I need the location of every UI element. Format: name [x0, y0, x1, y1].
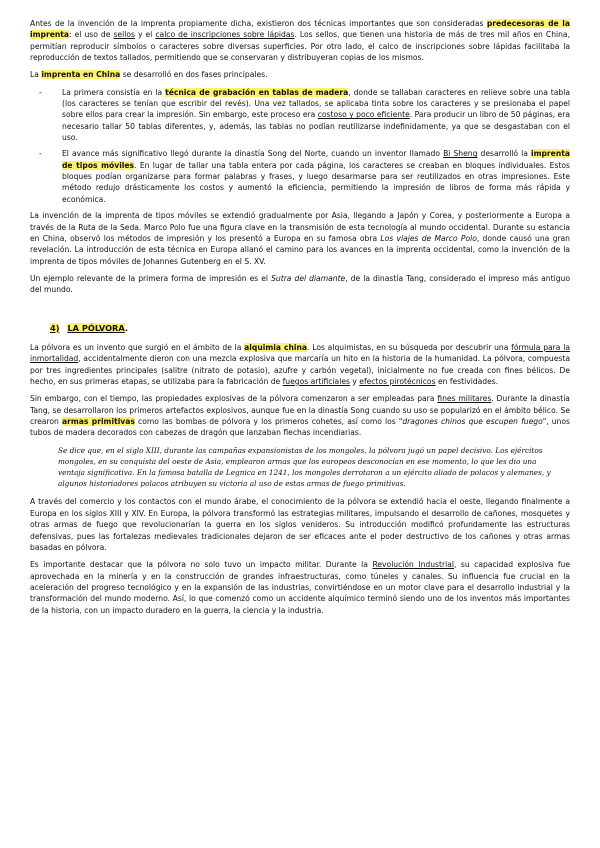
paragraph-comercio: A través del comercio y los contactos con el mundo árabe, el conocimiento de la pólvora se extendió hacia el oeste, llegando finalmente a Europa en los siglos XIII y XIV. En Europa, la pólvora transformó las estrategias militares, impulsando el desarrollo de cañones, mosquetes y otras armas de fuego que revolucionarían la guerra en los siglos venideros. Su introducción modificó profundamente las estructuras defensivas, pues las fortalezas medievales tradicionales dejaron de ser eficaces ante el poder destructivo de los cañones y otras armas basadas en pólvora. [30, 497, 570, 552]
paragraph-militar: Sin embargo, con el tiempo, las propiedades explosivas de la pólvora comenzaron a ser empleadas para fines militares. Durante la dinastía Tang, se desarrollaron los primeros artefactos explosivos, aunque fue en la dinastía Song cuando su uso se popularizó en el ámbito bélico. Se crearon armas primitivas como las bombas de pólvora y los primeros cohetes, así como los "dragones chinos que escupen fuego", unos tubos de madera decorados con cabezas de dragón que lanzaban flechas incendiarias. [30, 394, 570, 438]
highlight-alquimia: alquimia china [244, 342, 308, 352]
underline-fuegos: fuegos artificiales [282, 376, 350, 386]
underline-calco: calco de inscripciones sobre lápidas [155, 30, 295, 40]
italic-viajes-marco-polo: Los viajes de Marco Polo [380, 233, 477, 243]
highlight-tablas-madera: técnica de grabación en tablas de madera [165, 87, 349, 97]
paragraph-expansion: La invención de la imprenta de tipos móviles se extendió gradualmente por Asia, llegando a Japón y Corea, y posteriormente a Europa a través de la Ruta de la Seda. Marco Polo fue una figura clave en la transmisión de esta tecnología al mundo occidental. Durante su estancia en China, observó los métodos de impresión y los presentó a Europa en su famosa obra Los viajes de Marco Polo, donde causó una gran revelación. La introducción de esta técnica en Europa allanó el camino para los avances en la imprenta occidental, como la invención de la imprenta de tipos móviles de Johannes Gutenberg en el S. XV. [30, 211, 570, 266]
italic-dragones: dragones chinos que escupen fuego [402, 416, 543, 426]
paragraph-alquimia: La pólvora es un invento que surgió en el ámbito de la alquimia china. Los alquimistas, en su búsqueda por descubrir una fórmula para la inmortalidad, accidentalmente dieron con una mezcla explosiva que marcaría un hito en la historia de la humanidad. La pólvora, compuesta por tres ingredientes principales (salitre (nitrato de potasio), azufre y carbón vegetal), inicialmente no fue creada con fines bélicos. De hecho, en sus primeras etapas, se utilizaba para la fabricación de fuegos artificiales y efectos pirotécnicos en festividades. [30, 342, 570, 386]
underline-fines-militares: fines militares [437, 394, 492, 404]
section-heading-polvora: 4) LA PÓLVORA. [50, 322, 128, 333]
underline-bi-sheng: Bi Sheng [443, 149, 478, 159]
underline-efectos: efectos pirotécnicos [359, 376, 436, 386]
list-item-tablas-madera: - La primera consistía en la técnica de grabación en tablas de madera, donde se tallaban caracteres en relieve sobre una tabla (los caracteres se tenían que escribir del revés). Una vez tallados, se aplicaba tinta sobre los caracteres y se presionaba el papel sobre ellos para crear la impresión. Sin embargo, este proceso era costoso y poco eficiente. Para producir un libro de 50 páginas, era necesario tallar 50 tablas diferentes, y, además, las tablas no podían reutilizarse indefinidamente, ya que se desgastaban con el uso. [62, 87, 570, 144]
paragraph-sutra: Un ejemplo relevante de la primera forma de impresión es el Sutra del diamante, de la dinastía Tang, considerado el impreso más antiguo del mundo. [30, 273, 570, 295]
heading-title: LA PÓLVORA [67, 322, 125, 333]
highlight-imprenta-china: imprenta en China [41, 70, 121, 80]
highlight-predecesoras: predecesoras de la imprenta [30, 19, 570, 40]
paragraph-predecesoras: Antes de la invención de la imprenta propiamente dicha, existieron dos técnicas importantes que son consideradas predecesoras de la imprenta: el uso de sellos y el calco de inscripciones sobre lápidas. Los sellos, que tienen una historia de más de tres mil años en China, permitían reproducir símbolos o caracteres sobre diversas superficies. Por otro lado, el calco de inscripciones sobre lápidas facilitaba la reproducción de textos tallados, permitiendo que se conservaran y distribuyeran copias de los mismos. [30, 19, 570, 63]
quote-mongoles: Se dice que, en el siglo XIII, durante las campañas expansionistas de los mongoles, la pólvora jugó un papel decisivo. Los ejércitos mongoles, en su conquista del oeste de Asia, emplearon armas que los europeos desconocían en ese momento, lo que les dio una ventaja significativa. En la famosa batalla de Legnica en 1241, los mongoles derrotaron a un ejército aliado de polacos y alemanes, y algunos historiadores polacos atribuyen su victoria al uso de estas armas de fuego primitivas. [58, 445, 551, 489]
paragraph-imprenta-china: La imprenta en China se desarrolló en dos fases principales. [30, 70, 268, 80]
underline-inmortalidad: fórmula para la inmortalidad [30, 342, 570, 364]
paragraph-revolucion: Es importante destacar que la pólvora no solo tuvo un impacto militar. Durante la Revolución Industrial, su capacidad explosiva fue aprovechada en la minería y en la construcción de grandes infraestructuras, como túneles y canales. Su influencia fue crucial en la aceleración del progreso tecnológico y en la expansión de las industrias, convirtiéndose en un motor clave para el desarrollo industrial y la transformación del mundo moderno. Así, lo que comenzó como un accidente alquímico terminó siendo uno de los inventos más importantes de la historia, con un impacto duradero en la guerra, la ciencia y la industria. [30, 560, 570, 615]
highlight-armas-primitivas: armas primitivas [62, 416, 135, 426]
underline-revolucion: Revolución Industrial [372, 560, 454, 570]
list-item-tipos-moviles: - El avance más significativo llegó durante la dinastía Song del Norte, cuando un inventor llamado Bi Sheng desarrolló la imprenta de tipos móviles. En lugar de tallar una tabla entera por cada página, los caracteres se creaban en bloques individuales. Estos bloques podían organizarse para formar palabras y frases, y luego desarmarse para ser reutilizados en otras impresiones. Este método redujo drásticamente los costos y aumentó la eficiencia, permitiendo la impresión de libros de forma más rápida y económica. [62, 148, 570, 205]
phases-list [30, 87, 570, 205]
underline-sellos: sellos [113, 30, 135, 40]
italic-sutra: Sutra del diamante [271, 273, 346, 283]
heading-number: 4) [50, 322, 60, 333]
highlight-tipos-moviles: imprenta de tipos móviles [62, 149, 570, 170]
underline-costoso: costoso y poco eficiente [317, 110, 410, 120]
